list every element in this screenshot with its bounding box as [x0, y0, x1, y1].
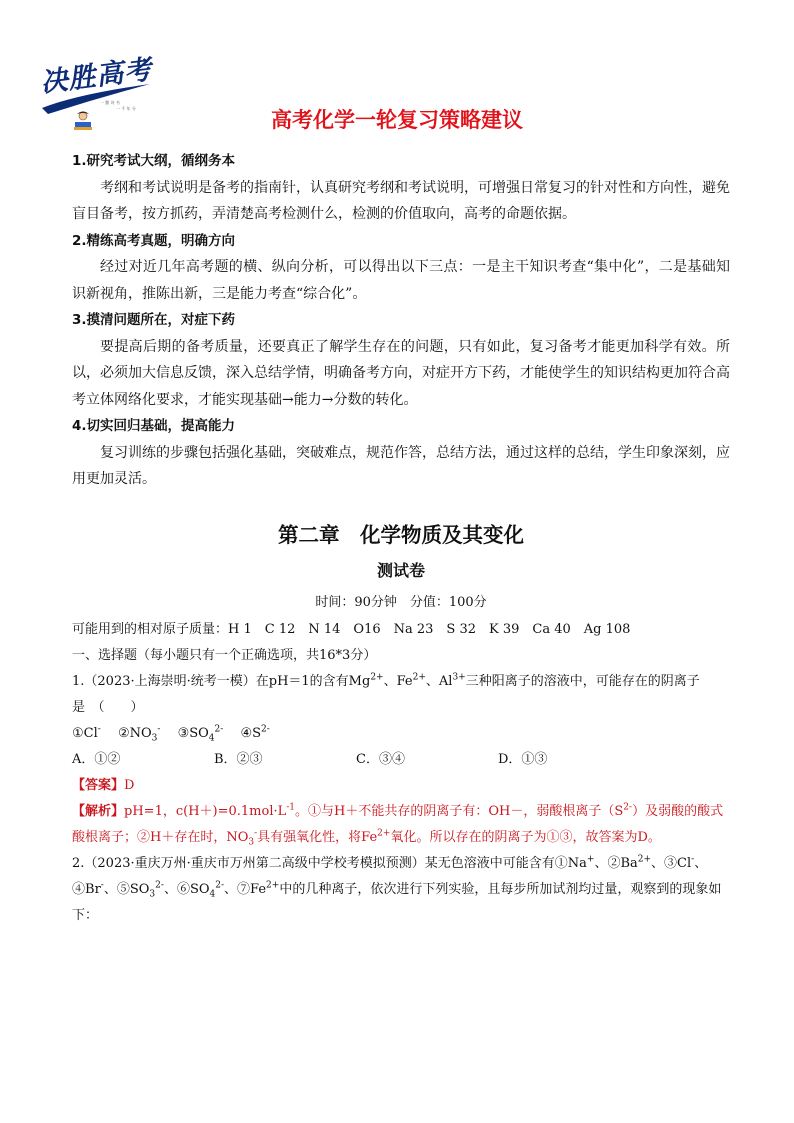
page-title: 高考化学一轮复习策略建议	[271, 108, 523, 132]
question-1-stem-end: 是 （ ）	[72, 699, 144, 715]
section-body-3: 要提高后期的备考质量，还要真正了解学生存在的问题，只有如此，复习备考才能更加科学有效。所以，必须加大信息反馈，深入总结学情，明确备考方向，对症开方下药，才能使学生的知识结构更加符合高考立体网络化要求，才能实现基础→能力→分数的转化。	[72, 338, 730, 408]
section-one-heading: 一、选择题（每小题只有一个正确选项，共16*3分）	[72, 647, 377, 663]
question-1-choices	[72, 747, 730, 773]
question-2-stem: 2.（2023·重庆万州·重庆市万州第二高级中学校考模拟预测）某无色溶液中可能含有①Na+、$②Ba^{2+}$、③Cl-、④Br-、$⑤SO_3^{2-}$、$⑥SO_4^{2-}$、$⑦Fe^{2+}$中的几种离子，依次进行下列实验，且每步所加试剂均过量，观察到的现象如下：	[72, 854, 722, 923]
section-body-2: 经过对近几年高考题的横、纵向分析，可以得出以下三点：一是主干知识考查“集中化”，二是基础知识新视角，推陈出新，三是能力考查“综合化”。	[72, 259, 730, 302]
question-1-analysis: 【解析】pH=1，$c(H+)=0.1mol\cdot L^{-1}$。①与H＋不能共存的阴离子有：OH－，弱酸根离子$(S^{2-})$及弱酸的酸式酸根离子；②H＋存在时，$NO_3^-$具有强氧化性，将$Fe^{2+}$氧化。所以存在的阴离子为①③，故答案为D。	[72, 802, 724, 848]
chapter-title: 第二章 化学物质及其变化	[278, 522, 524, 547]
time-score-line: 时间：90分钟 分值：100分	[315, 594, 487, 610]
document-body	[72, 148, 730, 929]
section-heading-4: 4.切实回归基础，提高能力	[72, 418, 236, 434]
question-1-ions: ①Cl- $②NO_3^-$ $③SO_4^{2-}$ $④S^{2-}$	[72, 724, 270, 744]
logo-text: 决胜高考	[38, 54, 154, 99]
logo-subtext-2: 一 千 年 分	[116, 106, 136, 111]
section-body-4: 复习训练的步骤包括强化基础，突破难点，规范作答，总结方法，通过这样的总结，学生印象深刻，应用更加灵活。	[72, 444, 730, 487]
section-heading-2: 2.精练高考真题，明确方向	[72, 232, 236, 249]
choice-c[interactable]: C．③④	[356, 751, 405, 767]
question-1-answer: 【答案】D	[72, 777, 135, 793]
section-body-1: 考纲和考试说明是备考的指南针，认真研究考纲和考试说明，可增强日常复习的针对性和方向性，避免盲目备考，按方抓药，弄清楚高考检测什么，检测的价值取向，高考的命题依据。	[72, 179, 730, 222]
logo-subtext-1: 一 勤 诗 书	[100, 100, 120, 105]
choice-d[interactable]: D．①③	[498, 751, 548, 767]
section-heading-3: 3.摸清问题所在，对症下药	[72, 312, 236, 328]
section-heading-1: 1.研究考试大纲，循纲务本	[72, 153, 236, 169]
question-1-stem: 1.（2023·上海崇明·统考一模）在pH＝1的含有$Mg^{2+}$、$Fe^{2+}$、$Al^{3+}$三种阳离子的溶液中，可能存在的阴离子	[72, 672, 700, 689]
choice-a[interactable]: A．①②	[72, 751, 121, 767]
test-subtitle: 测试卷	[376, 560, 425, 580]
choice-b[interactable]: B．②③	[214, 751, 263, 767]
atomic-masses: 可能用到的相对原子质量：H 1 C 12 N 14 O16 Na 23 S 32 K 39 Ca 40 Ag 108	[72, 621, 631, 637]
